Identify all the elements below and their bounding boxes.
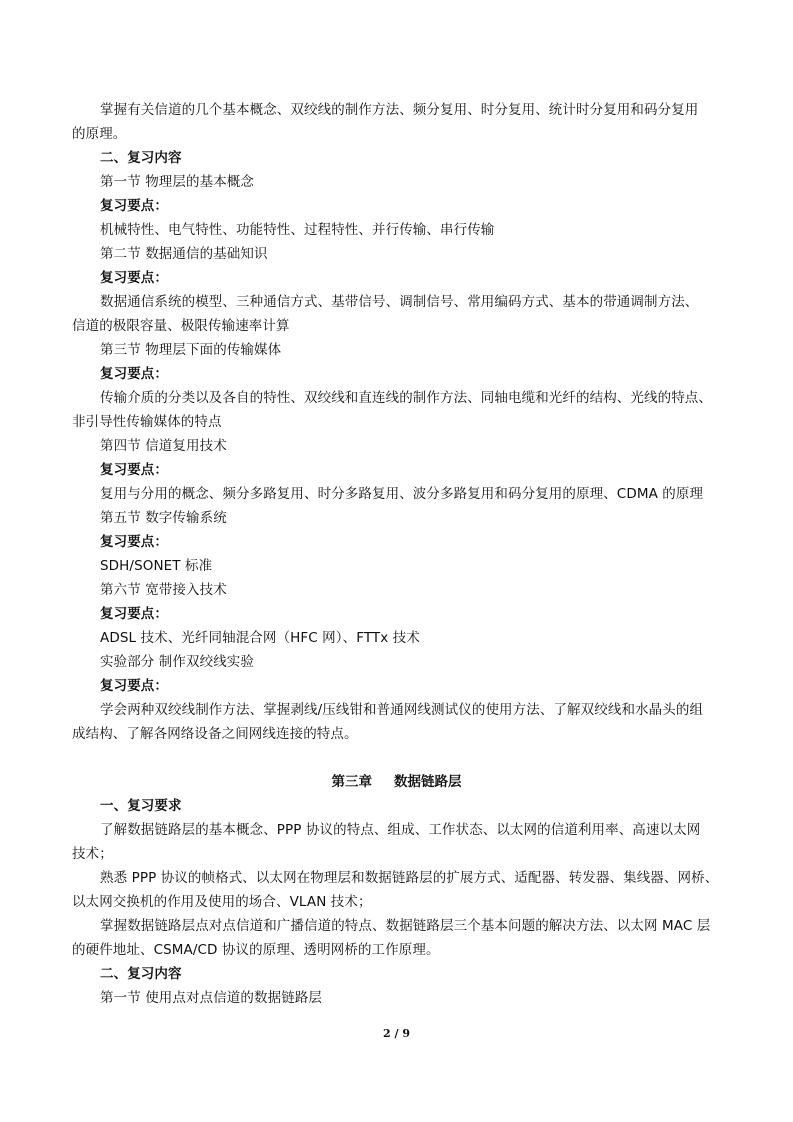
text-line: 的硬件地址、CSMA/CD 协议的原理、透明网桥的工作原理。	[72, 942, 440, 958]
section-heading: 复习要点：	[100, 534, 168, 550]
text-line: 以太网交换机的作用及使用的场合、VLAN 技术；	[72, 894, 372, 910]
section-heading: 复习要点：	[100, 198, 168, 214]
section-heading: 复习要点：	[100, 606, 168, 622]
text-line: ADSL 技术、光纤同轴混合网（HFC 网）、FTTx 技术	[100, 630, 420, 646]
chapter-title: 数据链路层	[394, 774, 462, 790]
text-line: 第五节 数字传输系统	[100, 510, 227, 526]
text-line: 第六节 宽带接入技术	[100, 582, 227, 598]
text-line: 数据通信系统的模型、三种通信方式、基带信号、调制信号、常用编码方式、基本的带通调制方法、	[100, 294, 699, 310]
text-line: 信道的极限容量、极限传输速率计算	[72, 318, 290, 334]
text-line: SDH/SONET 标准	[100, 558, 213, 574]
section-heading: 复习要点：	[100, 366, 168, 382]
text-line: 第一节 物理层的基本概念	[100, 174, 254, 190]
text-line: 非引导性传输媒体的特点	[72, 414, 222, 430]
text-line: 的原理。	[72, 126, 127, 142]
text-line: 实验部分 制作双绞线实验	[100, 654, 254, 670]
section-heading: 复习要点：	[100, 678, 168, 694]
section-heading: 一、复习要求	[100, 798, 182, 814]
chapter-heading	[0, 770, 793, 794]
text-line: 第二节 数据通信的基础知识	[100, 246, 268, 262]
section-heading: 复习要点：	[100, 462, 168, 478]
text-line: 复用与分用的概念、频分多路复用、时分多路复用、波分多路复用和码分复用的原理、CDMA 的原理	[100, 486, 704, 502]
chapter-number: 第三章	[331, 774, 372, 790]
text-line: 传输介质的分类以及各自的特性、双绞线和直连线的制作方法、同轴电缆和光纤的结构、光线的特点、	[100, 390, 712, 406]
section-heading: 复习要点：	[100, 270, 168, 286]
text-line: 机械特性、电气特性、功能特性、过程特性、并行传输、串行传输	[100, 222, 495, 238]
text-line: 第一节 使用点对点信道的数据链路层	[100, 990, 322, 1006]
text-line: 成结构、了解各网络设备之间网线连接的特点。	[72, 726, 358, 742]
section-heading: 二、复习内容	[100, 150, 182, 166]
text-line: 了解数据链路层的基本概念、PPP 协议的特点、组成、工作状态、以太网的信道利用率、高速以太网	[100, 822, 701, 838]
text-line: 熟悉 PPP 协议的帧格式、以太网在物理层和数据链路层的扩展方式、适配器、转发器、集线器、网桥、	[100, 870, 719, 886]
text-line: 学会两种双绞线制作方法、掌握剥线/压线钳和普通网线测试仪的使用方法、了解双绞线和水晶头的组	[100, 702, 704, 718]
page-number: 2 / 9	[383, 1027, 410, 1040]
text-line: 掌握数据链路层点对点信道和广播信道的特点、数据链路层三个基本问题的解决方法、以太网 MAC 层	[100, 918, 711, 934]
text-line: 第四节 信道复用技术	[100, 438, 227, 454]
section-heading: 二、复习内容	[100, 966, 182, 982]
text-line: 掌握有关信道的几个基本概念、双绞线的制作方法、频分复用、时分复用、统计时分复用和码分复用	[100, 102, 699, 118]
text-line: 第三节 物理层下面的传输媒体	[100, 342, 282, 358]
text-line: 技术；	[72, 846, 113, 862]
